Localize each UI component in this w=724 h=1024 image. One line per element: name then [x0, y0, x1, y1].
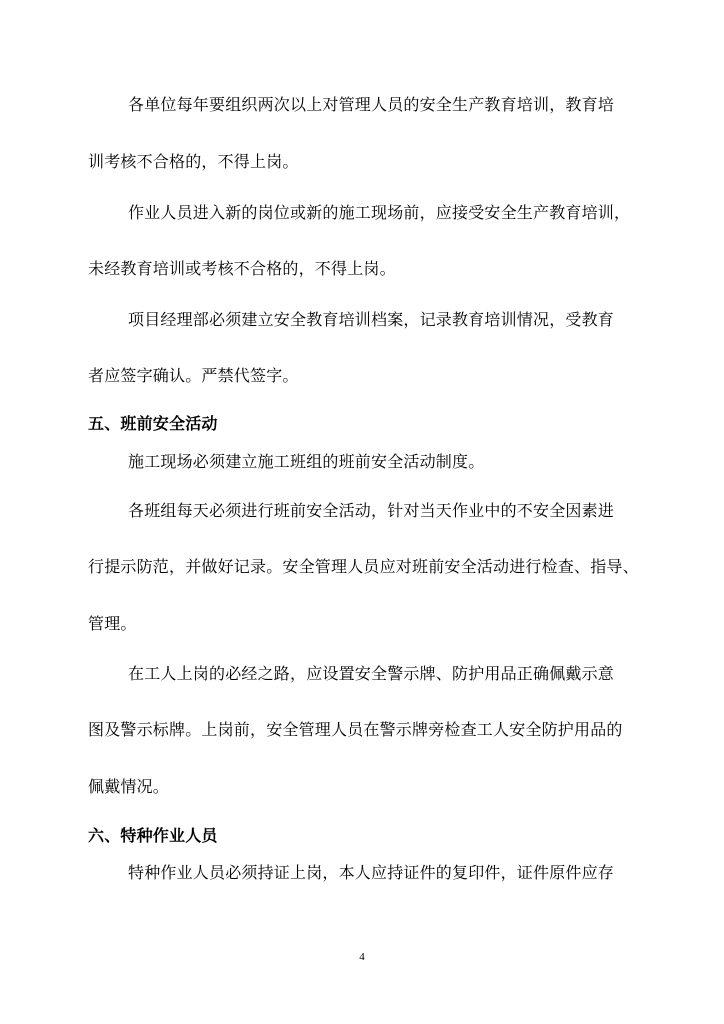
section-heading: 五、班前安全活动 — [88, 414, 218, 433]
paragraph-text-line: 作业人员进入新的岗位或新的施工现场前，应接受安全生产教育培训， — [128, 203, 631, 222]
paragraph-text-line: 者应签字确认。严禁代签字。 — [88, 366, 299, 385]
paragraph-text-line: 施工现场必须建立施工班组的班前安全活动制度。 — [128, 452, 485, 471]
paragraph-text-line: 图及警示标牌。上岗前，安全管理人员在警示牌旁检查工人安全防护用品的 — [88, 720, 623, 739]
paragraph-text-line: 各班组每天必须进行班前安全活动，针对当天作业中的不安全因素进 — [128, 501, 615, 520]
paragraph-text-line: 行提示防范，并做好记录。安全管理人员应对班前安全活动进行检查、指导、 — [88, 557, 639, 576]
section-heading: 六、特种作业人员 — [88, 826, 218, 845]
paragraph-text-line: 未经教育培训或考核不合格的，不得上岗。 — [88, 259, 396, 278]
paragraph-text-line: 训考核不合格的，不得上岗。 — [88, 152, 299, 171]
page-number: 4 — [359, 951, 365, 963]
paragraph-text-line: 管理。 — [88, 614, 137, 633]
paragraph-text-line: 各单位每年要组织两次以上对管理人员的安全生产教育培训，教育培 — [128, 95, 615, 114]
paragraph-text-line: 项目经理部必须建立安全教育培训档案，记录教育培训情况，受教育 — [128, 310, 615, 329]
paragraph-text-line: 在工人上岗的必经之路，应设置安全警示牌、防护用品正确佩戴示意 — [128, 664, 615, 683]
paragraph-text-line: 佩戴情况。 — [88, 777, 170, 796]
paragraph-text-line: 特种作业人员必须持证上岗，本人应持证件的复印件，证件原件应存 — [128, 863, 615, 882]
